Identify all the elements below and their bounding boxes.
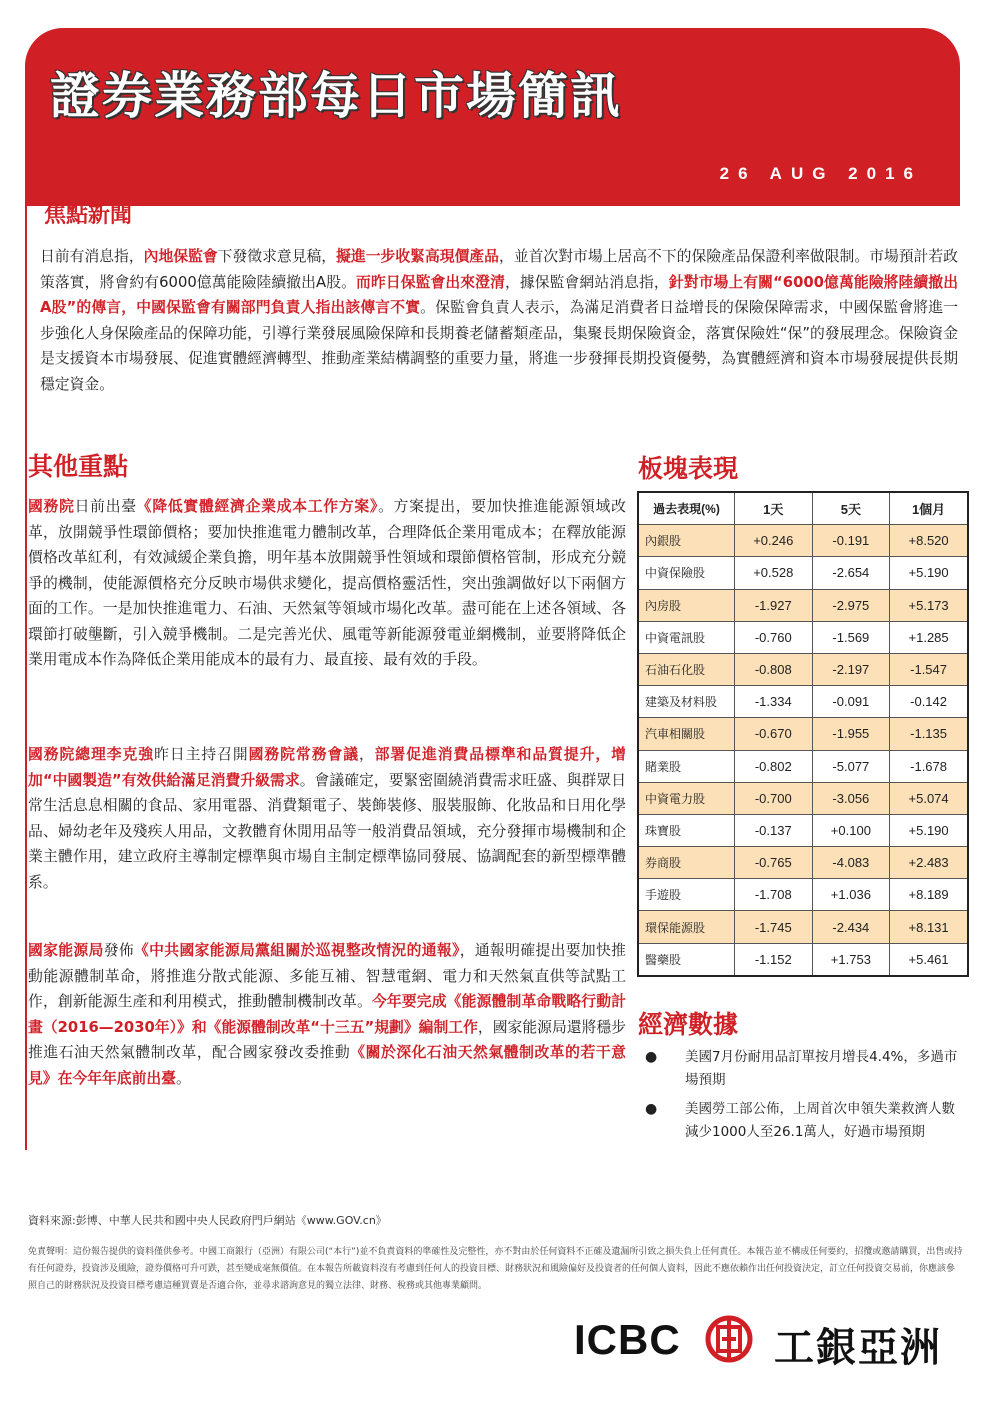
table-row (638, 686, 968, 718)
sector-name: 手遊股 (638, 879, 735, 911)
body-text: ，通報明確提出要加快推動能源體制革命，將推進分散式能源、多能互補、智慧電網、電力和天然氣直供等試點工作，創新能源生產和利用模式，推動體制機制改革。 (28, 942, 626, 1010)
value-1m: -1.135 (890, 718, 968, 750)
table-row (638, 653, 968, 685)
value-1d: -1.152 (735, 943, 813, 976)
highlight-text: 國務院 (28, 498, 75, 515)
sector-title: 板塊表現 (638, 454, 739, 483)
bullet-item (645, 1098, 960, 1144)
sector-name: 中資電訊股 (638, 621, 735, 653)
value-1m: +5.461 (890, 943, 968, 976)
bullet-text: 美國勞工部公佈，上周首次申領失業救濟人數減少1000人至26.1萬人，好過市場預期 (685, 1101, 955, 1140)
report-date: 26 AUG 2016 (719, 164, 922, 183)
value-1m: +2.483 (890, 847, 968, 879)
left-border (25, 206, 27, 1150)
sector-name: 醫藥股 (638, 943, 735, 976)
sector-name: 汽車相關股 (638, 718, 735, 750)
value-1m: +5.173 (890, 589, 968, 621)
bullet-text: 美國7月份耐用品訂單按月增長4.4%，多過市場預期 (685, 1049, 958, 1088)
table-row (638, 621, 968, 653)
value-5d: -1.955 (812, 718, 890, 750)
header-5d: 5天 (812, 492, 890, 525)
table-header-row (638, 492, 968, 525)
bullet-dot-icon: ● (645, 1049, 658, 1065)
value-1d: -0.802 (735, 750, 813, 782)
body-text: 。保監會負責人表示，為滿足消費者日益增長的保險保障需求，中國保監會將進一步強化人身保險產品的保障功能，引導行業發展風險保障和長期養老儲蓄類產品，集聚長期保險資金，落實保險姓“保”的發展理念。保險資金是支援資本市場發展、促進實體經濟轉型、推動產業結構調整的重要力量，將進一步發揮長期投資優勢，為實體經濟和資本市場發展提供長期穩定資金。 (40, 299, 958, 393)
logo-cn-text: 工銀亞洲 (774, 1325, 942, 1371)
value-1d: -0.765 (735, 847, 813, 879)
value-1d: +0.246 (735, 525, 813, 557)
table-row (638, 911, 968, 943)
table-row (638, 718, 968, 750)
bullet-item (645, 1046, 960, 1092)
icbc-logo (574, 1312, 964, 1371)
logo-en-text: ICBC (574, 1316, 681, 1363)
value-5d: -0.191 (812, 525, 890, 557)
highlight-text: 國務院總理李克強 (28, 746, 155, 763)
value-1m: +8.520 (890, 525, 968, 557)
sector-name: 建築及材料股 (638, 686, 735, 718)
focus-paragraph (40, 244, 958, 397)
value-1d: -0.760 (735, 621, 813, 653)
value-5d: +1.753 (812, 943, 890, 976)
body-text: 。會議確定，要緊密圍繞消費需求旺盛、與群眾日常生活息息相關的食品、家用電器、消費類電子、裝飾裝修、服裝服飾、化妝品和日用化學品、婦幼老年及殘疾人用品，文教體育休閒用品等一般消費品領域，充分發揮市場機制和企業主體作用，建立政府主導制定標準與市場自主制定標準協同發展、協調配套的新型標準體系。 (28, 771, 626, 891)
other-title: 其他重點 (28, 452, 129, 481)
value-1m: -0.142 (890, 686, 968, 718)
other-paragraph-3 (28, 938, 626, 1091)
sector-name: 券商股 (638, 847, 735, 879)
header-period: 過去表現(%) (638, 492, 735, 525)
focus-title: 焦點新聞 (44, 203, 133, 228)
body-text: ， (358, 746, 375, 763)
body-text: 昨日主持召開 (154, 746, 249, 763)
highlight-text: 國家能源局 (28, 942, 104, 959)
value-1d: -1.927 (735, 589, 813, 621)
value-5d: -1.569 (812, 621, 890, 653)
highlight-text: 《中共國家能源局黨組關於巡視整改情況的通報》 (134, 942, 460, 959)
highlight-text: 國務院常務會議 (248, 746, 359, 763)
disclaimer: 免責聲明：這份報告提供的資料僅供參考。中國工商銀行（亞洲）有限公司(“本行”)並不負責資料的準確性及完整性，亦不對由於任何資料不正確及遺漏所引致之損失負上任何責任。本報告並不構成任何要約，招攬或邀請購買，出售或持有任何證券，投資涉及風險，證券價格可升可跌，甚至變成毫無價值。在本報告所載資料沒有考慮到任何人的投資目標、財務狀況和風險偏好及投資者的任何個人資料，因此不應依賴作出任何投資決定，訂立任何投資交易前，你應該參照自己的財務狀況及投資目標考慮這種買賣是否適合你，並尋求諮詢意見的獨立法律、財務、稅務或其他專業顧問。 (28, 1247, 963, 1291)
table-row (638, 589, 968, 621)
table-row (638, 750, 968, 782)
table-row (638, 879, 968, 911)
value-1d: -1.708 (735, 879, 813, 911)
value-5d: -2.654 (812, 557, 890, 589)
value-5d: +0.100 (812, 814, 890, 846)
value-1m: +5.190 (890, 814, 968, 846)
sector-name: 賭業股 (638, 750, 735, 782)
other-paragraph-2 (28, 742, 626, 895)
header-1d: 1天 (735, 492, 813, 525)
table-row (638, 525, 968, 557)
table-row (638, 814, 968, 846)
value-1d: -0.670 (735, 718, 813, 750)
value-1d: -0.700 (735, 782, 813, 814)
value-1m: +5.190 (890, 557, 968, 589)
value-1m: -1.547 (890, 653, 968, 685)
table-row (638, 943, 968, 976)
sector-name: 內房股 (638, 589, 735, 621)
highlight-text: 針對市場上有關“6000億萬能險將陸續撤出A股”的傳言，中國保監會有關部門負責人指出該傳言不實 (40, 273, 958, 316)
body-text: 發佈 (103, 942, 135, 959)
body-text: 。 (175, 1069, 191, 1087)
body-text: 日前有消息指， (40, 248, 144, 265)
sector-performance-table (637, 491, 969, 977)
icbc-logo-icon (704, 1314, 754, 1364)
value-1d: -1.745 (735, 911, 813, 943)
table-row (638, 847, 968, 879)
bullet-dot-icon: ● (645, 1101, 658, 1117)
value-1m: +5.074 (890, 782, 968, 814)
value-5d: -3.056 (812, 782, 890, 814)
highlight-text: 而昨日保監會出來澄清 (356, 273, 505, 291)
value-1d: -0.808 (735, 653, 813, 685)
highlight-text: 《降低實體經濟企業成本工作方案》 (136, 498, 379, 515)
body-text: 。方案提出，要加快推進能源領域改革，放開競爭性環節價格；要加快推進電力體制改革，合理降低企業用電成本；在釋放能源價格改革紅利，有效減緩企業負擔，明年基本放開競爭性領域和環節價格管制，形成充分競爭的機制，使能源價格充分反映市場供求變化，提高價格靈活性，突出強調做好以下兩個方面的工作。一是加快推進電力、石油、天然氣等領域市場化改革。盡可能在上述各領域、各環節打破壟斷，引入競爭機制。二是完善光伏、風電等新能源發電並網機制，並要將降低企業用電成本作為降低企業用能成本的最有力、最直接、最有效的手段。 (28, 498, 626, 668)
sector-name: 石油石化股 (638, 653, 735, 685)
body-text: 下發徵求意見稿， (217, 248, 337, 265)
highlight-text: 《關於深化石油天然氣體制改革的若干意見》在今年年底前出臺 (28, 1044, 626, 1087)
highlight-text: 內地保監會 (143, 248, 218, 265)
highlight-text: 擬進一步收緊高現價產品 (336, 248, 499, 265)
value-5d: -4.083 (812, 847, 890, 879)
table-row (638, 782, 968, 814)
value-5d: -2.975 (812, 589, 890, 621)
economy-title: 經濟數據 (638, 1010, 739, 1039)
header-1m: 1個月 (890, 492, 968, 525)
sector-name: 中資保險股 (638, 557, 735, 589)
economy-bullets (645, 1046, 960, 1150)
value-1m: -1.678 (890, 750, 968, 782)
sector-name: 環保能源股 (638, 911, 735, 943)
value-5d: -5.077 (812, 750, 890, 782)
value-1d: -1.334 (735, 686, 813, 718)
body-text: ，據保監會網站消息指， (504, 273, 669, 291)
sector-name: 中資電力股 (638, 782, 735, 814)
source-note: 資料來源:彭博、中華人民共和國中央人民政府門戶網站《www.GOV.cn》 (28, 1214, 387, 1227)
value-1m: +8.131 (890, 911, 968, 943)
body-text: ，並首次對市場上居高不下的保險產品保證利率做限制。市場預計若政策落實，將會約有6000億萬能險陸續撤出A股。 (40, 248, 958, 291)
sector-name: 珠寶股 (638, 814, 735, 846)
value-5d: -2.197 (812, 653, 890, 685)
value-5d: -0.091 (812, 686, 890, 718)
value-1m: +8.189 (890, 879, 968, 911)
value-1d: -0.137 (735, 814, 813, 846)
value-1m: +1.285 (890, 621, 968, 653)
report-title: 證券業務部每日市場簡訊 (50, 67, 622, 125)
value-5d: +1.036 (812, 879, 890, 911)
highlight-text: 今年要完成《能源體制革命戰略行動計畫（2016—2030年）》和《能源體制改革“十三五”規劃》編制工作 (28, 993, 626, 1036)
value-1d: +0.528 (735, 557, 813, 589)
table-row (638, 557, 968, 589)
highlight-text: 部署促進消費品標準和品質提升，增加“中國製造”有效供給滿足消費升級需求 (28, 746, 626, 789)
value-5d: -2.434 (812, 911, 890, 943)
sector-name: 內銀股 (638, 525, 735, 557)
body-text: ，國家能源局還將穩步推進石油天然氣體制改革，配合國家發改委推動 (28, 1018, 626, 1061)
other-paragraph-1 (28, 494, 626, 673)
body-text: 日前出臺 (74, 498, 137, 515)
